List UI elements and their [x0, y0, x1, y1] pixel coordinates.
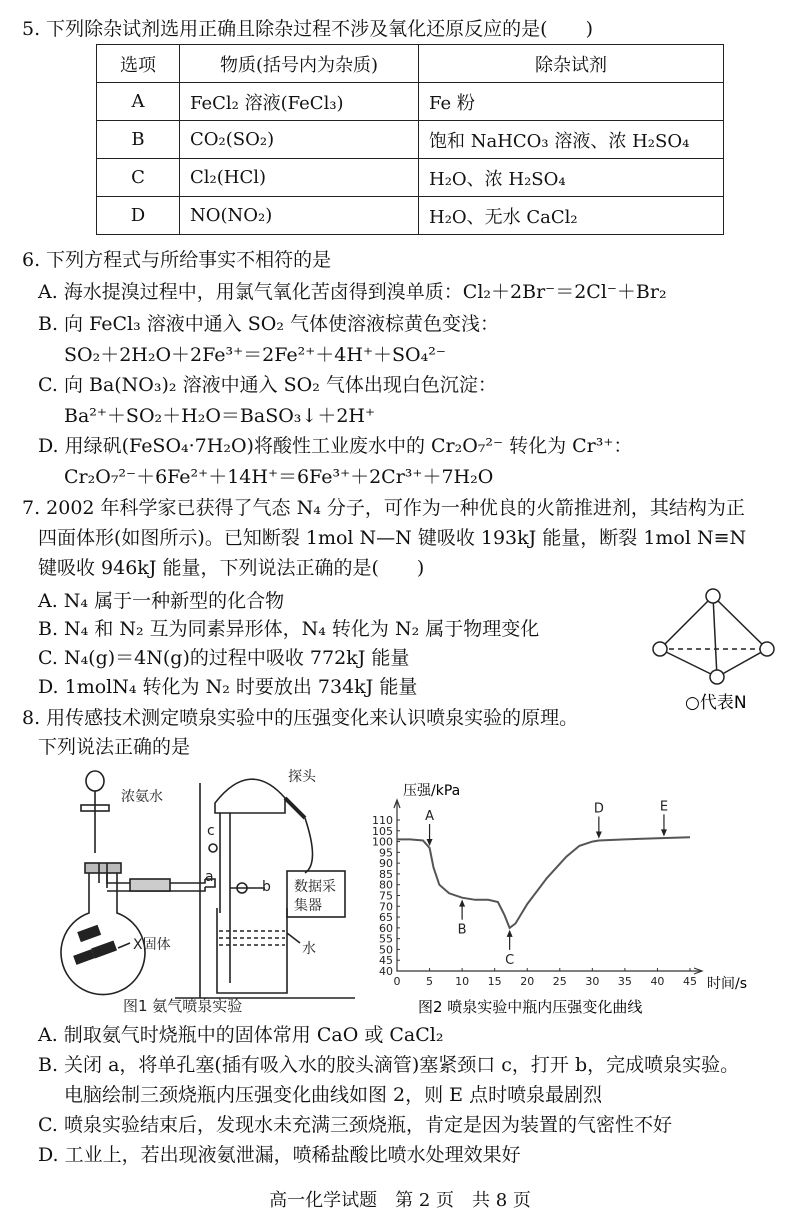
point-label: B	[457, 922, 467, 938]
x-tick-label: 40	[650, 975, 665, 988]
q8-stem-line2: 下列说法正确的是	[38, 736, 191, 758]
table-row	[97, 197, 724, 235]
q6-equation-b: SO₂＋2H₂O＋2Fe³⁺＝2Fe²⁺＋4H⁺＋SO₄²⁻	[64, 344, 446, 366]
table-cell: CO₂(SO₂)	[180, 121, 419, 159]
label-probe: 探头	[288, 769, 316, 785]
table-cell: A	[97, 83, 180, 121]
table-cell: H₂O、无水 CaCl₂	[419, 197, 724, 235]
x-tick-label: 20	[520, 975, 535, 988]
x-tick-label: 25	[552, 975, 567, 988]
table-header: 除杂试剂	[419, 45, 724, 83]
q8-option-b-cont: 电脑绘制三颈烧瓶内压强变化曲线如图 2，则 E 点时喷泉最剧烈	[64, 1084, 603, 1106]
q7-option-b: B. N₄ 和 N₂ 互为同素异形体，N₄ 转化为 N₂ 属于物理变化	[38, 618, 540, 640]
q7-option-a: A. N₄ 属于一种新型的化合物	[38, 590, 285, 612]
chart-caption: 图2 喷泉实验中瓶内压强变化曲线	[418, 998, 643, 1016]
y-tick-label: 45	[379, 954, 393, 968]
y-tick-label: 90	[379, 857, 393, 871]
q6-option-c: C. 向 Ba(NO₃)₂ 溶液中通入 SO₂ 气体出现白色沉淀：	[38, 374, 497, 396]
label-valve-a: a	[205, 869, 214, 885]
y-tick-label: 75	[379, 889, 393, 903]
point-arrowhead	[596, 831, 602, 838]
table-cell: FeCl₂ 溶液(FeCl₃)	[180, 83, 419, 121]
table-row	[97, 159, 724, 197]
q8-stem-line1: 8. 用传感技术测定喷泉实验中的压强变化来认识喷泉实验的原理。	[22, 707, 579, 729]
y-tick-label: 110	[372, 814, 393, 827]
x-tick-label: 35	[617, 975, 632, 988]
point-label: C	[505, 952, 515, 968]
label-valve-b: b	[262, 879, 271, 895]
y-tick-label: 60	[379, 921, 393, 935]
q8-option-d: D. 工业上，若出现液氨泄漏，喷稀盐酸比喷水处理效果好	[38, 1144, 521, 1166]
q7-stem-line1: 7. 2002 年科学家已获得了气态 N₄ 分子，可作为一种优良的火箭推进剂，其结构为正	[22, 497, 745, 519]
x-tick-label: 30	[585, 975, 600, 988]
table-cell: 饱和 NaHCO₃ 溶液、浓 H₂SO₄	[419, 121, 724, 159]
x-tick-label: 5	[426, 975, 434, 988]
y-tick-label: 80	[379, 878, 393, 892]
table-cell: Cl₂(HCl)	[180, 159, 419, 197]
pressure-chart	[360, 775, 780, 1018]
point-arrowhead	[459, 900, 465, 907]
y-tick-label: 105	[372, 824, 393, 838]
table-cell: Fe 粉	[419, 83, 724, 121]
table-cell: C	[97, 159, 180, 197]
q6-stem: 6. 下列方程式与所给事实不相符的是	[22, 249, 332, 271]
y-tick-label: 65	[379, 911, 393, 925]
q6-option-b: B. 向 FeCl₃ 溶液中通入 SO₂ 气体使溶液棕黄色变浅：	[38, 313, 500, 335]
point-arrowhead	[661, 829, 667, 836]
y-tick-label: 95	[379, 846, 393, 860]
table-header: 物质(括号内为杂质)	[180, 45, 419, 83]
q7-option-c: C. N₄(g)＝4N(g)的过程中吸收 772kJ 能量	[38, 647, 410, 669]
q5-stem: 5. 下列除杂试剂选用正确且除杂过程不涉及氧化还原反应的是( )	[22, 18, 593, 40]
label-data-collector-1: 数据采	[294, 879, 336, 895]
x-tick-label: 10	[455, 975, 470, 988]
n-atom	[760, 642, 774, 656]
n-atom	[710, 670, 724, 684]
chart-xlabel: 时间/s	[707, 976, 748, 992]
point-label: D	[593, 801, 604, 817]
y-tick-label: 100	[372, 835, 393, 849]
separatory-funnel	[86, 771, 104, 791]
table-row	[97, 83, 724, 121]
pressure-curve	[397, 837, 690, 928]
table-cell: B	[97, 121, 180, 159]
q7-option-d: D. 1molN₄ 转化为 N₂ 时要放出 734kJ 能量	[38, 676, 418, 698]
x-tick-label: 15	[487, 975, 502, 988]
q6-equation-d: Cr₂O₇²⁻＋6Fe²⁺＋14H⁺＝6Fe³⁺＋2Cr³⁺＋7H₂O	[64, 466, 494, 488]
page-footer: 高一化学试题 第 2 页 共 8 页	[269, 1190, 531, 1211]
y-tick-label: 50	[379, 943, 393, 957]
n4-tetrahedron-diagram	[645, 583, 785, 718]
fountain-apparatus-figure	[55, 763, 370, 1018]
n-atom	[653, 642, 667, 656]
q7-stem-line3: 键吸收 946kJ 能量，下列说法正确的是( )	[38, 557, 425, 579]
q7-stem-line2: 四面体形(如图所示)。已知断裂 1mol N—N 键吸收 193kJ 能量，断裂 1mol N≡N	[38, 527, 747, 549]
three-neck-flask	[215, 779, 285, 813]
label-data-collector-2: 集器	[294, 898, 322, 914]
x-tick-label: 0	[393, 975, 401, 988]
q5-table	[96, 44, 724, 235]
y-tick-label: 85	[379, 867, 393, 881]
point-arrowhead	[507, 930, 513, 937]
label-water: 水	[302, 941, 316, 957]
y-tick-label: 40	[379, 965, 393, 978]
q6-equation-c: Ba²⁺＋SO₂＋H₂O＝BaSO₃↓＋2H⁺	[64, 405, 376, 427]
label-x-solid: X固体	[133, 937, 171, 953]
diagram-legend: ○代表N	[685, 693, 747, 713]
fig1-caption: 图1 氨气喷泉实验	[123, 997, 243, 1015]
q6-option-a: A. 海水提溴过程中，用氯气氧化苦卤得到溴单质：Cl₂＋2Br⁻＝2Cl⁻＋Br₂	[38, 281, 667, 303]
n-atom	[706, 589, 720, 603]
label-neck-c: c	[207, 823, 215, 839]
q8-option-b: B. 关闭 a，将单孔塞(插有吸入水的胶头滴管)塞紧颈口 c，打开 b，完成喷泉实验。	[38, 1054, 740, 1076]
y-tick-label: 70	[379, 900, 393, 914]
label-conc-ammonia: 浓氨水	[121, 789, 163, 805]
point-label: E	[659, 799, 669, 815]
drying-tube	[130, 879, 170, 891]
table-cell: NO(NO₂)	[180, 197, 419, 235]
beaker	[217, 908, 287, 993]
table-row	[97, 121, 724, 159]
q6-option-d: D. 用绿矾(FeSO₄·7H₂O)将酸性工业废水中的 Cr₂O₇²⁻ 转化为 Cr³⁺：	[38, 435, 633, 457]
table-header-row	[97, 45, 724, 83]
chart-ylabel: 压强/kPa	[403, 783, 461, 799]
table-cell: H₂O、浓 H₂SO₄	[419, 159, 724, 197]
point-label: A	[425, 809, 435, 825]
table-header: 选项	[97, 45, 180, 83]
x-tick-label: 45	[683, 975, 697, 988]
q8-option-a: A. 制取氨气时烧瓶中的固体常用 CaO 或 CaCl₂	[38, 1024, 444, 1046]
y-tick-label: 55	[379, 932, 393, 946]
q8-option-c: C. 喷泉实验结束后，发现水未充满三颈烧瓶，肯定是因为装置的气密性不好	[38, 1114, 672, 1136]
table-cell: D	[97, 197, 180, 235]
